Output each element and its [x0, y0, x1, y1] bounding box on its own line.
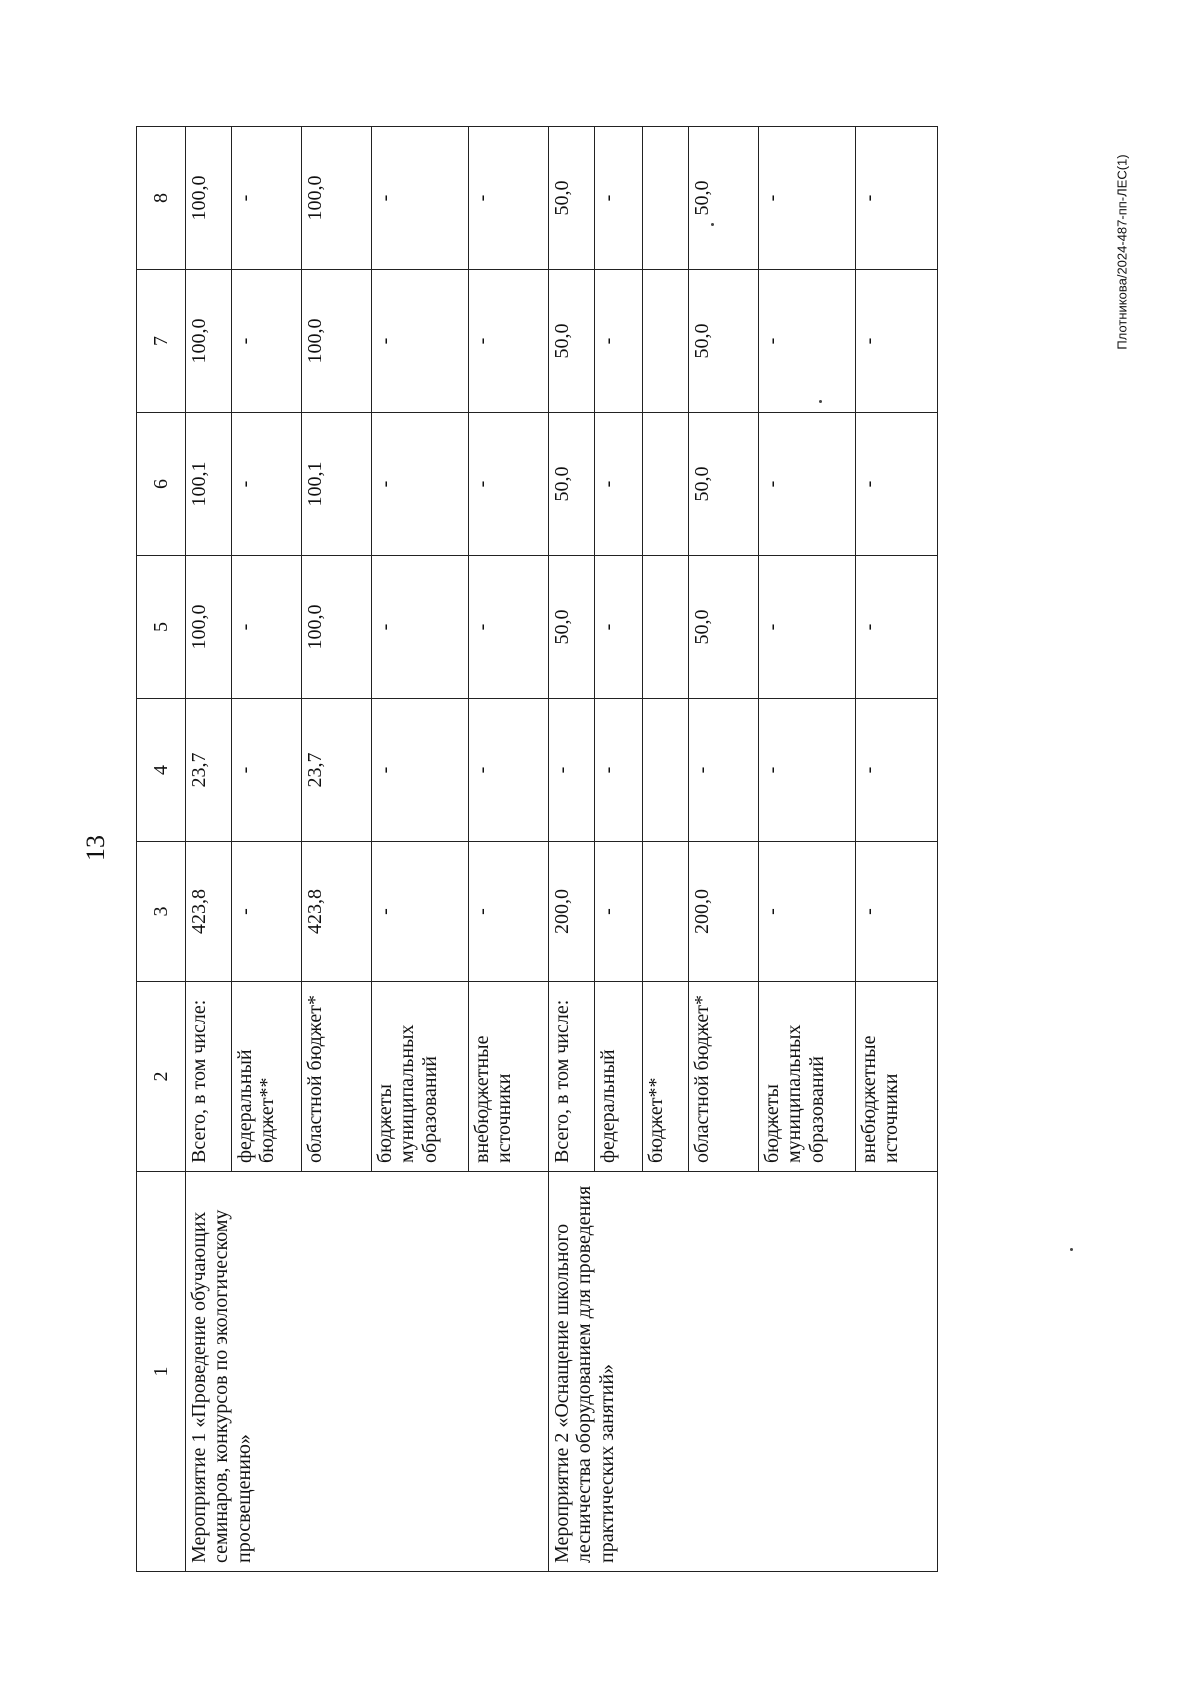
value-cell: 50,0	[689, 413, 759, 556]
value-cell: -	[469, 127, 549, 270]
measure-title: Мероприятие 1 «Проведение обучающих семинаров, конкурсов по экологическому просвещению»	[186, 1172, 549, 1572]
value-cell: -	[469, 842, 549, 982]
value-cell: 23,7	[302, 699, 372, 842]
value-cell: 423,8	[302, 842, 372, 982]
value-cell	[643, 699, 689, 842]
value-cell: -	[469, 699, 549, 842]
value-cell: 23,7	[186, 699, 232, 842]
value-cell: -	[595, 699, 643, 842]
value-cell	[643, 270, 689, 413]
value-cell: -	[232, 270, 302, 413]
scan-speck	[819, 400, 822, 403]
header-cell-5: 5	[137, 556, 186, 699]
value-cell: 50,0	[549, 413, 595, 556]
funding-source: внебюджетные источники	[469, 982, 549, 1172]
value-cell: -	[759, 127, 856, 270]
document-stamp-text: Плотникова/2024-487-пп-ЛЕС(1)	[1114, 154, 1130, 350]
funding-source: бюджет**	[643, 982, 689, 1172]
value-cell: -	[469, 413, 549, 556]
value-cell: -	[232, 413, 302, 556]
funding-source: федеральный	[595, 982, 643, 1172]
value-cell: 100,0	[186, 270, 232, 413]
value-cell: -	[372, 556, 469, 699]
value-cell: 100,1	[302, 413, 372, 556]
value-cell: 50,0	[689, 556, 759, 699]
value-cell: -	[372, 127, 469, 270]
value-cell	[643, 413, 689, 556]
value-cell: -	[372, 842, 469, 982]
value-cell: -	[595, 556, 643, 699]
header-cell-3: 3	[137, 842, 186, 982]
value-cell: -	[372, 699, 469, 842]
table-row	[186, 127, 232, 1572]
scan-speck	[1070, 1248, 1073, 1251]
value-cell: -	[759, 842, 856, 982]
rotated-table-wrapper	[136, 127, 903, 1572]
value-cell: -	[372, 413, 469, 556]
value-cell	[643, 842, 689, 982]
table-body	[137, 127, 938, 1572]
funding-source: федеральный бюджет**	[232, 982, 302, 1172]
value-cell: -	[232, 699, 302, 842]
measure-title: Мероприятие 2 «Оснащение школьного лесничества оборудованием для проведения практических занятий»	[549, 1172, 938, 1572]
funding-source: внебюджетные источники	[856, 982, 938, 1172]
header-cell-4: 4	[137, 699, 186, 842]
value-cell: 50,0	[549, 556, 595, 699]
value-cell: 50,0	[689, 127, 759, 270]
value-cell: -	[759, 556, 856, 699]
table-row	[549, 127, 595, 1572]
header-cell-6: 6	[137, 413, 186, 556]
value-cell: -	[856, 556, 938, 699]
value-cell	[643, 556, 689, 699]
value-cell: 423,8	[186, 842, 232, 982]
value-cell: 100,0	[302, 127, 372, 270]
budget-table	[136, 126, 938, 1572]
funding-source: областной бюджет*	[302, 982, 372, 1172]
value-cell: -	[469, 556, 549, 699]
value-cell: -	[856, 699, 938, 842]
value-cell: -	[232, 127, 302, 270]
header-cell-7: 7	[137, 270, 186, 413]
value-cell: 200,0	[549, 842, 595, 982]
funding-source: областной бюджет*	[689, 982, 759, 1172]
value-cell: -	[372, 270, 469, 413]
value-cell: -	[595, 127, 643, 270]
value-cell: 200,0	[689, 842, 759, 982]
value-cell: 100,0	[186, 556, 232, 699]
value-cell: 50,0	[689, 270, 759, 413]
value-cell: -	[759, 413, 856, 556]
value-cell: 100,0	[186, 127, 232, 270]
value-cell: 50,0	[549, 270, 595, 413]
value-cell: -	[759, 699, 856, 842]
value-cell: -	[856, 413, 938, 556]
value-cell: 100,1	[186, 413, 232, 556]
scan-speck	[711, 223, 714, 226]
value-cell: -	[856, 842, 938, 982]
value-cell: -	[232, 842, 302, 982]
funding-source: бюджеты муниципальных образований	[759, 982, 856, 1172]
value-cell: -	[759, 270, 856, 413]
value-cell: -	[595, 842, 643, 982]
page-number: 13	[81, 835, 110, 861]
value-cell: 100,0	[302, 556, 372, 699]
header-row	[137, 127, 186, 1572]
value-cell: 50,0	[549, 127, 595, 270]
header-cell-2: 2	[137, 982, 186, 1172]
value-cell: -	[595, 270, 643, 413]
value-cell: -	[232, 556, 302, 699]
value-cell: -	[856, 270, 938, 413]
header-cell-8: 8	[137, 127, 186, 270]
value-cell: -	[549, 699, 595, 842]
value-cell: -	[595, 413, 643, 556]
value-cell	[643, 127, 689, 270]
value-cell: -	[856, 127, 938, 270]
value-cell: -	[689, 699, 759, 842]
funding-source: Всего, в том числе:	[549, 982, 595, 1172]
funding-source: Всего, в том числе:	[186, 982, 232, 1172]
funding-source: бюджеты муниципальных образований	[372, 982, 469, 1172]
value-cell: -	[469, 270, 549, 413]
header-cell-1: 1	[137, 1172, 186, 1572]
value-cell: 100,0	[302, 270, 372, 413]
